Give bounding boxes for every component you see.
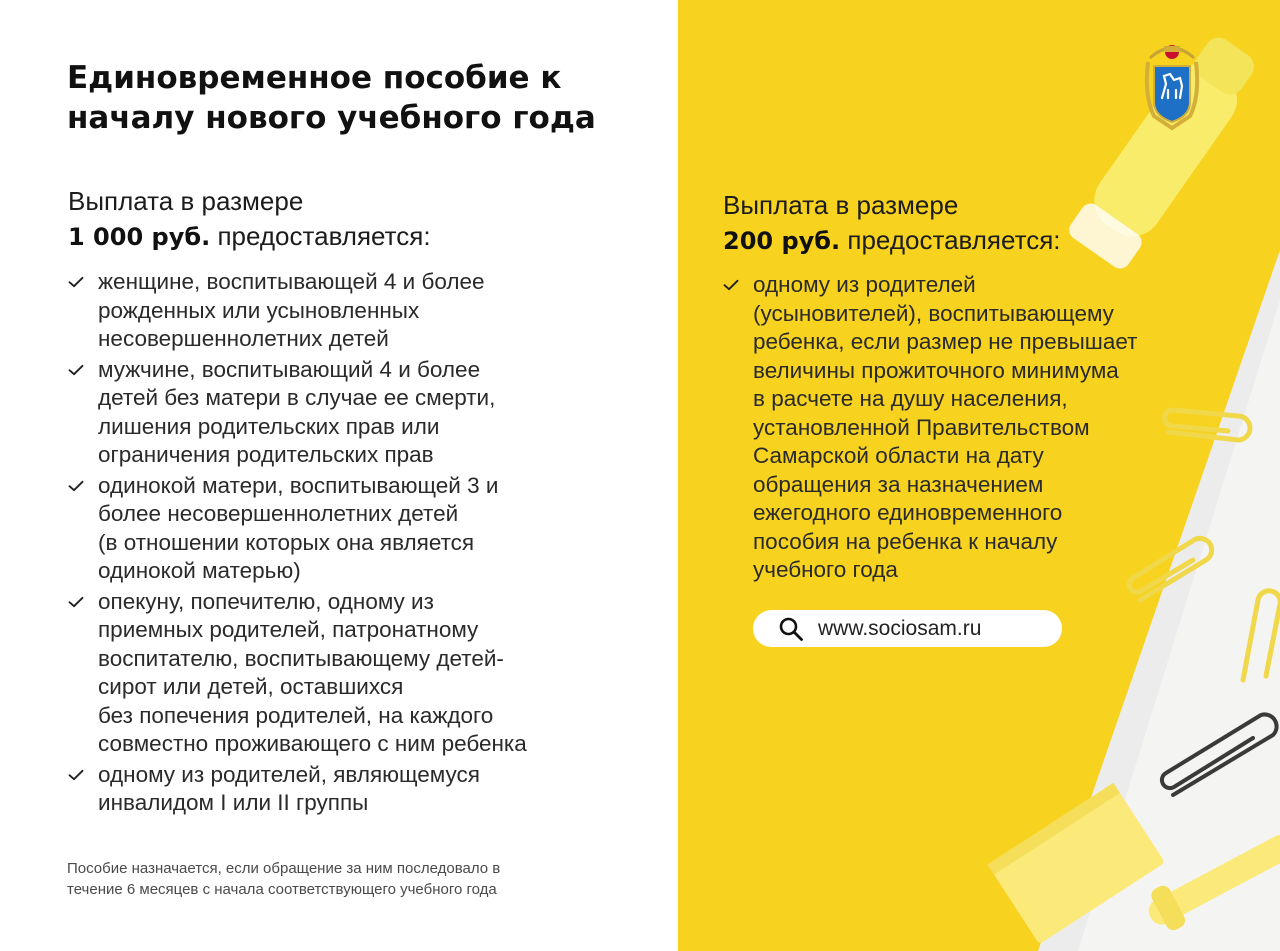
list-item [68, 761, 658, 818]
list-item [68, 472, 658, 586]
list-item-text: одинокой матери, воспитывающей 3 и более несовершеннолетних детей (в отношении которых она является одинокой матерью) [98, 472, 499, 583]
list-item [723, 271, 1223, 585]
coat-of-arms-icon [1140, 36, 1204, 132]
list-item-text: мужчине, воспитывающий 4 и более детей без матери в случае ее смерти, лишения родительских прав или ограничения родительских прав [98, 356, 496, 467]
list-item-text: женщине, воспитывающей 4 и более рожденных или усыновленных несовершеннолетних детей [98, 269, 485, 351]
list-item [68, 268, 658, 354]
check-icon [68, 769, 84, 781]
title-line-1: Единовременное пособие к [67, 60, 562, 96]
website-url[interactable]: www.sociosam.ru [818, 616, 982, 640]
list-item [68, 588, 658, 759]
footnote: Пособие назначается, если обращение за ним последовало в течение 6 месяцев с начала соответствующего учебного года [67, 860, 501, 898]
left-intro-rest: предоставляется: [217, 221, 431, 251]
right-intro-line: Выплата в размере [723, 190, 959, 220]
check-icon [68, 276, 84, 288]
page-title [67, 58, 647, 138]
right-intro [723, 188, 1061, 259]
website-link[interactable] [753, 610, 1062, 647]
check-icon [68, 596, 84, 608]
left-intro-line: Выплата в размере [68, 186, 304, 216]
list-item [68, 356, 658, 470]
list-item-text: опекуну, попечителю, одному из приемных родителей, патронатному воспитателю, воспитывающему детей- сирот или детей, оставшихся без попечения родителей, на каждого совместно проживающего с ним ребенка [98, 588, 527, 756]
left-eligibility-list [68, 268, 658, 820]
right-eligibility-list [723, 271, 1223, 587]
title-line-2: началу нового учебного года [67, 100, 596, 136]
list-item-text: одному из родителей, являющемуся инвалидом I или II группы [98, 761, 480, 815]
left-intro [68, 184, 431, 255]
list-item-text: одному из родителей (усыновителей), воспитывающему ребенка, если размер не превышает величины прожиточного минимума в расчете на душу населения, установленной Правительством Самарской области на дату обращения за назначением ежегодного единовременного пособия на ребенка к началу учебного года [753, 272, 1138, 582]
check-icon [723, 279, 739, 291]
left-amount: 1 000 руб. [68, 223, 211, 251]
check-icon [68, 364, 84, 376]
check-icon [68, 480, 84, 492]
right-intro-rest: предоставляется: [847, 225, 1061, 255]
right-amount: 200 руб. [723, 227, 841, 255]
search-icon [778, 616, 804, 642]
